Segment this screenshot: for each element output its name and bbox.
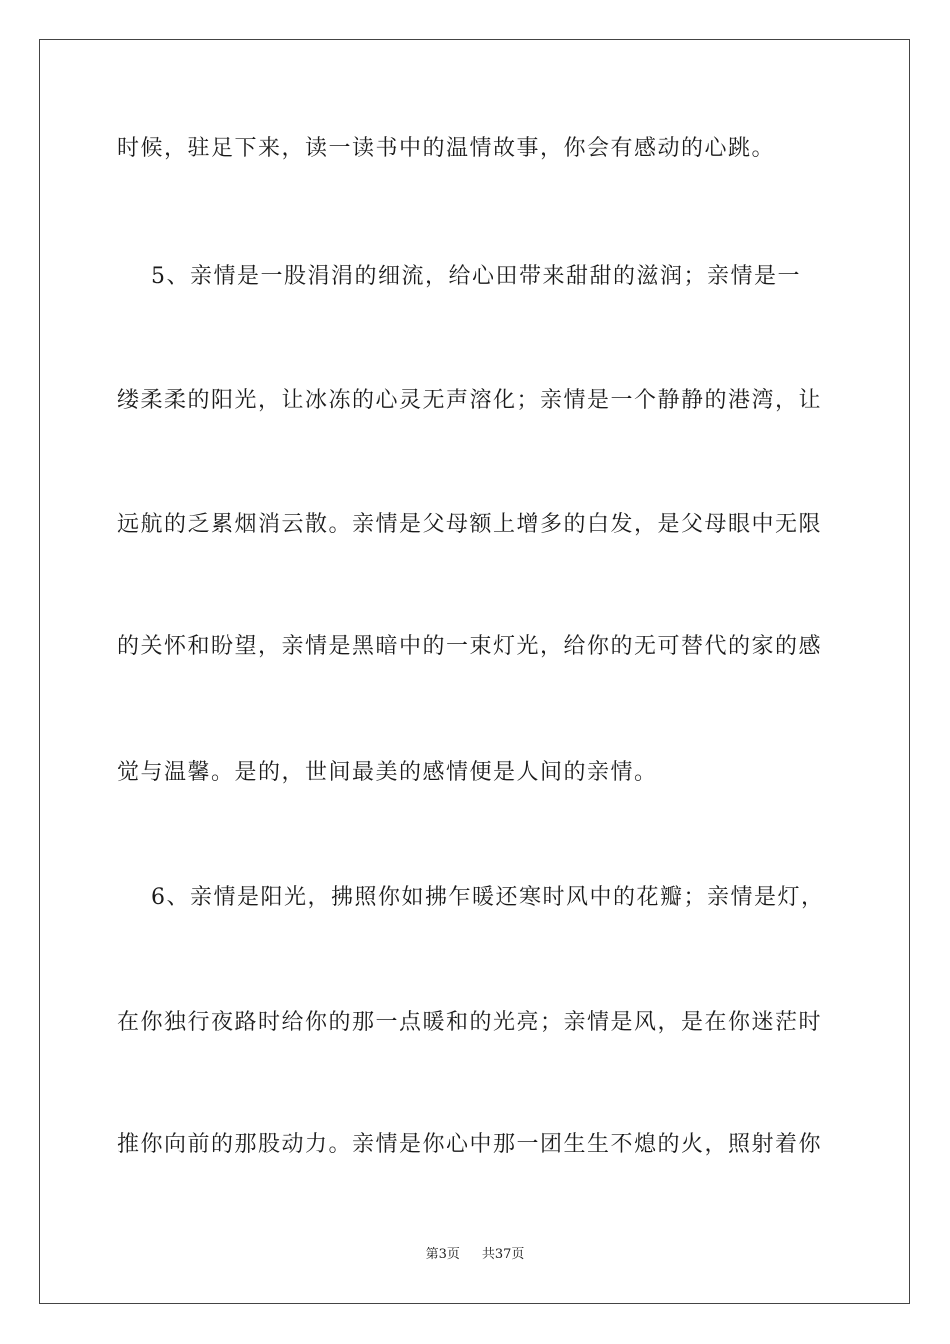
page-total: 共37页 [481,1247,525,1262]
text-line-8: 在你独行夜路时给你的那一点暖和的光亮；亲情是风，是在你迷茫时 [117,1010,823,1035]
text-line-4: 远航的乏累烟消云散。亲情是父母额上增多的白发，是父母眼中无限 [117,512,823,537]
text-line-3: 缕柔柔的阳光，让冰冻的心灵无声溶化；亲情是一个静静的港湾，让 [117,388,823,413]
text-line-9: 推你向前的那股动力。亲情是你心中那一团生生不熄的火，照射着你 [117,1132,823,1157]
text-line-1: 时候，驻足下来，读一读书中的温情故事，你会有感动的心跳。 [117,136,776,161]
text-line-5: 的关怀和盼望，亲情是黑暗中的一束灯光，给你的无可替代的家的感 [117,634,823,659]
text-line-7: 6、亲情是阳光，拂照你如拂乍暖还寒时风中的花瓣；亲情是灯， [117,885,825,910]
page-footer [0,1246,950,1264]
text-line-6: 觉与温馨。是的，世间最美的感情便是人间的亲情。 [117,760,658,785]
text-line-2: 5、亲情是一股涓涓的细流，给心田带来甜甜的滋润；亲情是一 [117,264,801,289]
page-border [39,39,910,1304]
page-number: 第3页 [425,1247,460,1262]
